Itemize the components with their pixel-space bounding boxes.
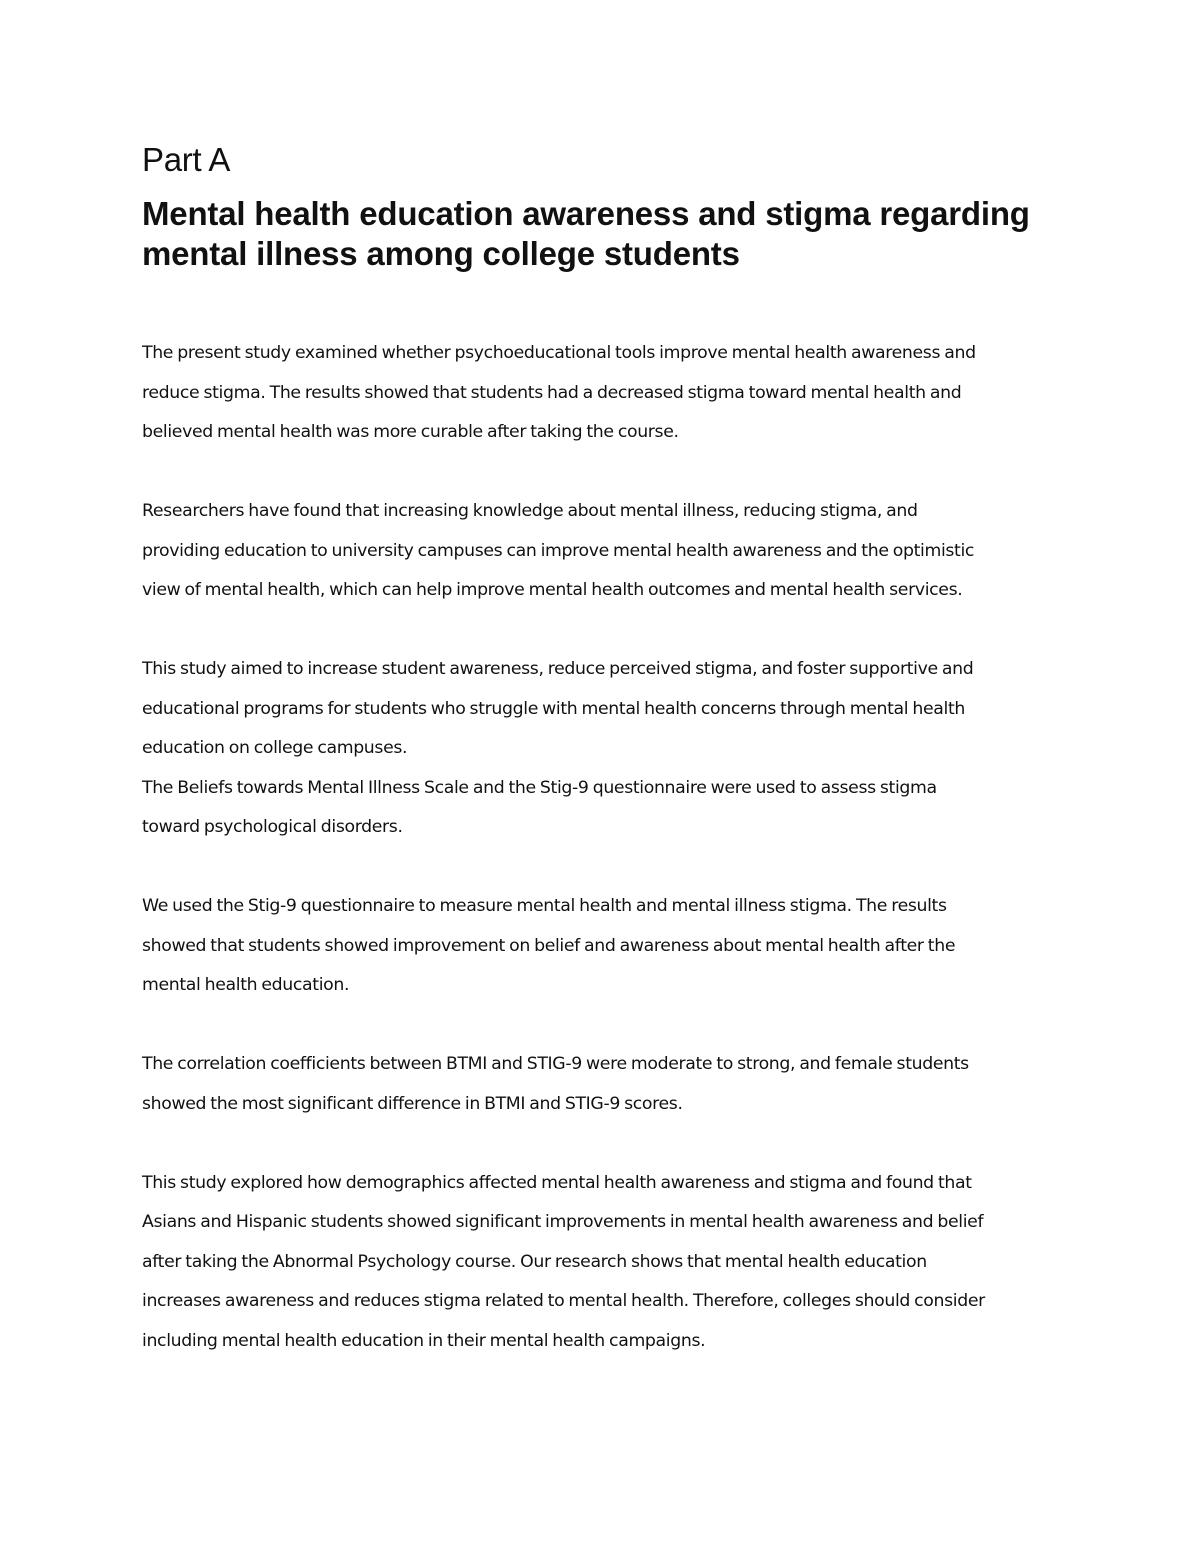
paragraph-study-aim: This study aimed to increase student awareness, reduce perceived stigma, and foster supportive and educational programs for students who struggle with mental health concerns through mental health education on college campuses. bbox=[142, 659, 974, 758]
paragraph-demographics-conclusion: This study explored how demographics affected mental health awareness and stigma and found that Asians and Hispanic students showed significant improvements in mental health awareness and belief after taking the Abnormal Psychology course. Our research shows that mental health education increases awareness and reduces stigma related to mental health. Therefore, colleges should consider including mental health education in their mental health campaigns. bbox=[142, 1172, 985, 1351]
paragraph-correlations: The correlation coefficients between BTMI and STIG-9 were moderate to strong, and female students showed the most significant difference in BTMI and STIG-9 scores. bbox=[142, 1054, 969, 1114]
document-content bbox=[142, 138, 1062, 1361]
paragraph-instruments: The Beliefs towards Mental Illness Scale and the Stig-9 questionnaire were used to assess stigma toward psychological disorders. bbox=[142, 777, 937, 837]
document-title: Mental health education awareness and stigma regarding mental illness among college students bbox=[142, 195, 1030, 272]
part-label: Part A bbox=[142, 141, 231, 178]
paragraph-stig9-results: We used the Stig-9 questionnaire to measure mental health and mental illness stigma. The results showed that students showed improvement on belief and awareness about mental health after the mental health education. bbox=[142, 896, 956, 995]
document-body bbox=[142, 334, 1062, 1361]
paragraph-study-summary: The present study examined whether psychoeducational tools improve mental health awareness and reduce stigma. The results showed that students had a decreased stigma toward mental health and believed mental health was more curable after taking the course. bbox=[142, 343, 976, 442]
paragraph-prior-research: Researchers have found that increasing knowledge about mental illness, reducing stigma, and providing education to university campuses can improve mental health awareness and the optimistic view of mental health, which can help improve mental health outcomes and mental health services. bbox=[142, 501, 975, 600]
